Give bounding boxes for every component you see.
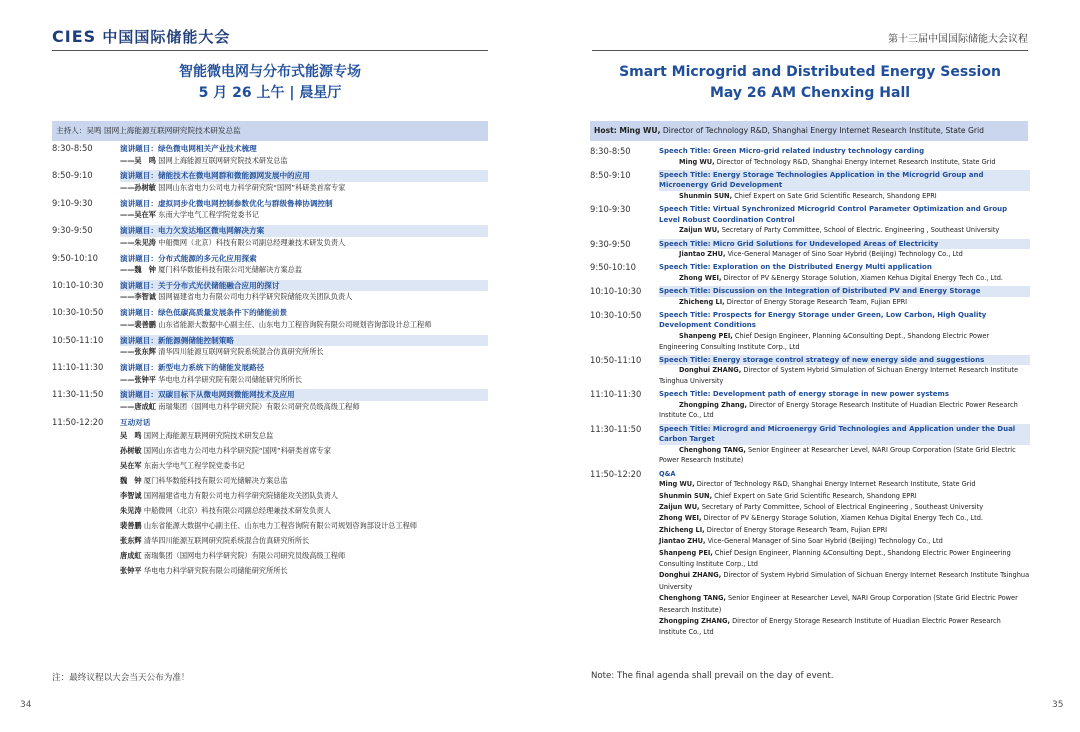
session-body-en (659, 170, 1030, 202)
speaker-desc-en: Director of Energy Storage Research Institute of Huadian Electric Power Research Institute Co., Ltd (659, 400, 1018, 420)
speaker-line-en (659, 191, 1030, 202)
speaker-desc-en: Director of Energy Storage Research Team, Fujian EPRI (726, 297, 908, 306)
speaker-desc-en: Director of System Hybrid Simulation of Sichuan Energy Internet Research Institute Tsinghua University (659, 366, 1019, 386)
participant-name: 吴 鸣 (120, 431, 142, 441)
speaker-name-en: Jiantao ZHU, (679, 250, 726, 259)
speaker-name-en: Chenghong TANG, (679, 445, 746, 454)
speech-label: 演讲题目： (120, 280, 158, 290)
speech-label-en: Speech Title: (659, 424, 711, 433)
qa-title: 互动对话 (120, 417, 151, 427)
speech-title: 分布式能源的多元化应用探索 (157, 253, 257, 263)
speaker-desc: 中船微网（北京）科技有限公司副总经理兼技术研发负责人 (158, 237, 346, 247)
session-title-line (120, 362, 488, 374)
qa-body (120, 417, 488, 579)
qa-participant-en (659, 491, 1030, 502)
agenda-row (52, 253, 488, 276)
participant-name-en: Zhong WEI, (659, 514, 702, 523)
speech-label: 演讲题目： (120, 144, 158, 153)
agenda-row-en (590, 170, 1030, 202)
participant-desc: 东南大学电气工程学院党委书记 (143, 461, 245, 471)
speaker-name-en: Zaijun WU, (679, 226, 720, 235)
session-time: 11:30-11:50 (52, 389, 104, 400)
speaker-line (120, 237, 488, 249)
speaker-name-en: Zhicheng LI, (679, 297, 725, 306)
host-bar-en (590, 121, 1028, 141)
speaker-line-en (659, 445, 1030, 466)
qa-participant-en (659, 479, 1030, 490)
logo-cn: 中国国际储能大会 (102, 28, 231, 46)
participant-desc-en: Director of Technology R&D, Shanghai Energy Internet Research Institute, State Grid (696, 480, 976, 489)
speaker-line (120, 264, 488, 276)
speaker-line-en (659, 331, 1030, 352)
session-title-line (120, 143, 488, 155)
speaker-desc: 国网福建省电力有限公司电力科学研究院储能攻关团队负责人 (158, 292, 353, 302)
session-title-line (120, 253, 488, 265)
speech-title-en: Green Micro-grid related industry technology carding (712, 147, 925, 155)
speech-label-en: Speech Title: (659, 355, 711, 364)
speech-title: 关于分布式光伏储能融合应用的探讨 (157, 280, 280, 290)
speech-title-en: Development path of energy storage in new power systems (712, 390, 949, 399)
speaker-line-en (659, 400, 1030, 421)
speaker-desc: 清华四川能源互联网研究院系统混合仿真研究所所长 (158, 347, 324, 357)
speech-title-en: Prospects for Energy Storage under Green, Low Carbon, High Quality Development Conditions (659, 310, 987, 330)
qa-participant-en (659, 513, 1030, 524)
qa-participant-en (659, 570, 1030, 593)
agenda-row (52, 362, 488, 385)
speaker-line (120, 319, 488, 331)
speaker-name: ——魏 钟 (120, 265, 156, 275)
participant-desc: 南瑞集团（国网电力科学研究院）有限公司研究员级高级工程师 (143, 551, 346, 561)
speech-title-en: Discussion on the Integration of Distributed PV and Energy Storage (712, 287, 981, 296)
session-body (120, 225, 488, 248)
agenda-row-en (590, 389, 1030, 421)
qa-time: 11:50-12:20 (52, 416, 104, 427)
title-line-2: 5 月 26 上午 | 晨星厅 (198, 85, 342, 101)
session-title-line-en (659, 424, 1030, 445)
speech-title-en: Energy storage control strategy of new energy side and suggestions (712, 355, 985, 364)
participant-name-en: Zhicheng LI, (659, 525, 705, 534)
qa-participant (120, 533, 488, 548)
speaker-desc: 东南大学电气工程学院党委书记 (158, 210, 259, 220)
speaker-name: ——吴 鸣 (120, 155, 156, 165)
agenda-header: 第十三届中国国际储能大会议程 (888, 34, 1028, 45)
qa-time-en: 11:50-12:20 (590, 468, 642, 479)
session-body (120, 253, 488, 276)
speaker-desc: 华电电力科学研究院有限公司储能研究所所长 (158, 374, 303, 384)
session-title-line-en (659, 204, 1030, 225)
agenda-row (52, 225, 488, 248)
agenda-row-en (590, 239, 1030, 260)
participant-name: 李智诚 (120, 491, 142, 501)
qa-participant (120, 563, 488, 578)
speech-title-en: Virtual Synchronized Microgrid Control Parameter Optimization and Group Level Robust Coordination Control (659, 205, 1008, 224)
speaker-line (120, 209, 488, 221)
participant-name: 魏 钟 (120, 476, 142, 486)
session-time-en: 8:50-9:10 (590, 169, 631, 180)
session-body (120, 170, 488, 193)
host-label: Host: Ming WU, (594, 126, 661, 135)
session-body (120, 362, 488, 385)
session-time: 9:30-9:50 (52, 225, 93, 236)
participant-desc: 中船微网（北京）科技有限公司副总经理兼技术研发负责人 (143, 506, 331, 516)
speech-label: 演讲题目： (120, 390, 158, 400)
participant-desc: 国网上海能源互联网研究院技术研发总监 (143, 431, 274, 441)
session-title-line (120, 389, 488, 401)
session-time-en: 11:30-11:50 (590, 423, 642, 434)
session-time-en: 10:30-10:50 (590, 309, 642, 320)
qa-participant (120, 488, 488, 503)
speaker-name: ——张东辉 (120, 347, 156, 357)
qa-row (52, 417, 488, 579)
speech-label-en: Speech Title: (659, 287, 711, 296)
session-title-line (120, 280, 488, 292)
speaker-line-en (659, 297, 1030, 308)
session-body (120, 198, 488, 221)
speech-title: 电力欠发达地区微电网解决方案 (157, 226, 265, 236)
speaker-desc-en: Director of Technology R&D, Shanghai Energy Internet Research Institute, State Grid (716, 157, 996, 166)
session-body (120, 143, 488, 166)
participant-name: 张钟平 (120, 566, 142, 576)
qa-participant-en (659, 502, 1030, 513)
session-body-en (659, 239, 1030, 260)
host-desc: Director of Technology R&D, Shanghai Energy Internet Research Institute, State Grid (662, 126, 984, 135)
qa-body-en (659, 469, 1030, 639)
speaker-desc-en: Chief Design Engineer, Planning &Consulting Dept., Shandong Electric Power Engineering Consulting Institute Corp., Ltd (659, 332, 990, 351)
session-title-line (120, 225, 488, 237)
speaker-line-en (659, 157, 1030, 168)
participant-desc: 清华四川能源互联网研究院系统混合仿真研究所所长 (143, 536, 310, 546)
speech-label: 演讲题目： (120, 308, 158, 318)
speech-title-en: Exploration on the Distributed Energy Multi application (712, 263, 932, 272)
speaker-name-en: Zhongping Zhang, (679, 400, 747, 409)
speech-title: 新型电力系统下的储能发展路径 (157, 363, 265, 372)
speech-label-en: Speech Title: (659, 310, 711, 319)
speaker-name: ——李智诚 (120, 292, 156, 302)
session-time-en: 10:10-10:30 (590, 286, 642, 297)
session-title-line-en (659, 310, 1030, 331)
speaker-desc: 厦门科华数能科技有限公司光储解决方案总监 (158, 265, 303, 275)
session-title-line-en (659, 389, 1030, 400)
right-page (540, 0, 1080, 732)
speech-title: 虚拟同步化微电网控制参数优化与群级鲁棒协调控制 (157, 198, 333, 208)
session-time: 11:10-11:30 (52, 362, 104, 372)
participant-desc: 华电电力科学研究院有限公司储能研究所所长 (143, 566, 288, 576)
participant-desc: 厦门科华数能科技有限公司光储解决方案总监 (143, 476, 288, 486)
participant-desc: 山东省能源大数据中心副主任、山东电力工程咨询院有限公司规划咨询部设计总工程师 (143, 521, 418, 531)
speaker-name: ——朱见涛 (120, 237, 156, 247)
qa-participant-en (659, 593, 1030, 616)
speaker-name: ——孙树敏 (120, 182, 156, 192)
qa-participant-en (659, 525, 1030, 536)
speech-title-en: Microgrd and Microenergy Grid Technologies and Application under the Dual Carbon Target (659, 424, 1016, 444)
participant-desc-en: Secretary of Party Committee, School of Electrical Engineering , Southeast University (701, 502, 984, 511)
speech-label-en: Speech Title: (659, 170, 711, 179)
page-number-left: 34 (20, 700, 32, 710)
speaker-desc: 南瑞集团（国网电力科学研究院）有限公司研究员级高级工程师 (158, 401, 360, 411)
participant-name-en: Chenghong TANG, (659, 594, 726, 603)
session-body-en (659, 286, 1030, 307)
session-time-en: 9:10-9:30 (590, 204, 631, 215)
speech-title: 双碳目标下从微电网到微能网技术及应用 (157, 390, 295, 400)
participant-name-en: Donghui ZHANG, (659, 571, 722, 580)
qa-participant (120, 443, 488, 458)
session-title-line-en (659, 286, 1030, 297)
cies-logo (52, 26, 230, 47)
page-title-cn (52, 62, 488, 104)
speaker-name: ——吴在军 (120, 210, 156, 220)
session-time: 10:10-10:30 (52, 279, 104, 290)
participant-desc-en: Senior Engineer at Researcher Level, NARI Group Corporation (State Grid Electric Power Research Institute) (659, 594, 1018, 614)
participant-name: 孙树敏 (120, 446, 142, 456)
session-title-line-en (659, 170, 1030, 191)
title-line-1: 智能微电网与分布式能源专场 (179, 64, 361, 80)
session-body-en (659, 204, 1030, 236)
header-rule (52, 50, 488, 51)
participant-desc-en: Director of Energy Storage Research Team, Fujian EPRI (706, 525, 888, 534)
qa-row-en (590, 469, 1030, 639)
speech-title-en: Energy Storage Technologies Application in the Microgrid Group and Microenergy Grid Development (659, 170, 984, 190)
session-title-line (120, 198, 488, 210)
participant-desc: 国网山东省电力公司电力科学研究院“国网”科研类首席专家 (143, 446, 332, 456)
logo-mark: CIES (52, 27, 97, 46)
speaker-name: ——张钟平 (120, 374, 156, 384)
footnote-en: Note: The final agenda shall prevail on the day of event. (591, 671, 834, 681)
agenda-row (52, 143, 488, 166)
session-time: 9:50-10:10 (52, 252, 98, 263)
session-body-en (659, 146, 1030, 167)
speech-label: 演讲题目： (120, 335, 158, 345)
speaker-desc-en: Vice-General Manager of Sino Soar Hybrid (Beijing) Technology Co., Ltd (727, 250, 963, 259)
session-body (120, 335, 488, 358)
participant-name: 朱见涛 (120, 506, 142, 516)
speech-title: 绿色低碳高质量发展条件下的储能前景 (157, 308, 288, 318)
agenda-row-en (590, 286, 1030, 307)
agenda-row-en (590, 310, 1030, 352)
agenda-row-en (590, 204, 1030, 236)
session-title-line-en (659, 239, 1030, 250)
agenda-row-en (590, 424, 1030, 466)
speech-label-en: Speech Title: (659, 263, 711, 272)
host-bar: 主持人：吴鸣 国网上海能源互联网研究院技术研发总监 (52, 121, 488, 141)
speech-label-en: Speech Title: (659, 390, 711, 399)
agenda-row (52, 198, 488, 221)
footnote-cn: 注：最终议程以大会当天公布为准！ (52, 673, 190, 683)
speaker-name: ——裴善鹏 (120, 319, 156, 329)
speaker-line-en (659, 365, 1030, 386)
speaker-line (120, 291, 488, 303)
speaker-name-en: Donghui ZHANG, (679, 366, 742, 375)
qa-participant-en (659, 616, 1030, 639)
speaker-line-en (659, 273, 1030, 284)
participant-desc-en: Director of PV &Energy Storage Solution, Xiamen Kehua Digital Energy Tech Co., Ltd. (703, 514, 984, 523)
session-title-line (120, 170, 488, 182)
qa-participant (120, 548, 488, 563)
speaker-name: ——唐成虹 (120, 401, 156, 411)
speaker-name-en: Shunmin SUN, (679, 191, 733, 200)
session-body-en (659, 310, 1030, 352)
participant-desc-en: Director of System Hybrid Simulation of Sichuan Energy Internet Research Institute Tsinghua University (659, 571, 1030, 591)
participant-name: 唐成虹 (120, 551, 142, 561)
speaker-line (120, 374, 488, 386)
participant-desc-en: Chief Design Engineer, Planning &Consulting Dept., Shandong Electric Power Engineering Consulting Institute Corp., Ltd (659, 548, 1011, 568)
speaker-desc-en: Chief Expert on Sate Grid Scientific Research, Shandong EPRI (734, 191, 937, 200)
participant-desc-en: Director of Energy Storage Research Institute of Huadian Electric Power Research Institute Co., Ltd (659, 617, 1001, 637)
speaker-name-en: Zhong WEI, (679, 273, 722, 282)
session-body (120, 389, 488, 412)
schedule-cn (52, 143, 488, 578)
speech-label: 演讲题目： (120, 253, 158, 263)
session-body-en (659, 262, 1030, 283)
session-time: 10:30-10:50 (52, 307, 104, 318)
participant-name-en: Zaijun WU, (659, 502, 700, 511)
speech-label: 演讲题目： (120, 226, 158, 236)
qa-participant (120, 428, 488, 443)
speaker-line (120, 401, 488, 413)
session-title-line (120, 335, 488, 347)
qa-participant-en (659, 548, 1030, 571)
agenda-row-en (590, 262, 1030, 283)
speech-label: 演讲题目： (120, 198, 158, 208)
speaker-line (120, 155, 488, 167)
session-time: 8:30-8:50 (52, 143, 93, 153)
session-time-en: 8:30-8:50 (590, 146, 631, 156)
speaker-desc-en: Secretary of Party Committee, School of Electric. Engineering , Southeast University (721, 226, 1000, 235)
qa-participant-en (659, 536, 1030, 547)
qa-participant (120, 458, 488, 473)
speech-label: 演讲题目： (120, 171, 158, 181)
session-time-en: 10:50-11:10 (590, 354, 642, 365)
session-title-line-en (659, 355, 1030, 366)
speech-label-en: Speech Title: (659, 205, 711, 214)
session-title-line (120, 307, 488, 319)
session-time: 10:50-11:10 (52, 334, 104, 345)
speaker-line-en (659, 225, 1030, 236)
agenda-row (52, 307, 488, 330)
session-body-en (659, 424, 1030, 466)
session-time-en: 11:10-11:30 (590, 389, 642, 400)
speech-title-en: Micro Grid Solutions for Undeveloped Areas of Electricity (712, 239, 939, 248)
participant-name-en: Shunmin SUN, (659, 491, 713, 500)
speaker-desc: 山东省能源大数据中心副主任、山东电力工程咨询院有限公司规划咨询部设计总工程师 (158, 319, 432, 329)
schedule-en (590, 146, 1030, 639)
session-title-line-en (659, 146, 1030, 157)
speaker-desc: 国网上海能源互联网研究院技术研发总监 (158, 155, 288, 165)
session-title-line-en (659, 262, 1030, 273)
speech-title: 储能技术在微电网群和微能源网发展中的应用 (157, 171, 310, 181)
agenda-row-en (590, 355, 1030, 387)
qa-title-en: Q&A (659, 469, 676, 478)
session-body-en (659, 389, 1030, 421)
speech-label-en: Speech Title: (659, 239, 711, 248)
participant-name-en: Zhongping ZHANG, (659, 617, 730, 626)
participant-desc-en: Chief Expert on Sate Grid Scientific Research, Shandong EPRI (714, 491, 917, 500)
session-time: 9:10-9:30 (52, 197, 93, 208)
agenda-row (52, 389, 488, 412)
speaker-line (120, 182, 488, 194)
speech-title: 绿色微电网相关产业技术梳理 (157, 144, 257, 153)
participant-name-en: Jiantao ZHU, (659, 537, 706, 546)
speaker-name-en: Shanpeng PEI, (679, 332, 733, 341)
agenda-row (52, 170, 488, 193)
title-line-1-en: Smart Microgrid and Distributed Energy Session (619, 64, 1001, 80)
session-body-en (659, 355, 1030, 387)
speech-title: 新能源侧储能控制策略 (157, 335, 234, 345)
qa-participant (120, 503, 488, 518)
agenda-row-en (590, 146, 1030, 167)
page-title-en (592, 62, 1028, 104)
header-rule-right (592, 50, 1028, 51)
agenda-row (52, 335, 488, 358)
speaker-desc-en: Director of PV &Energy Storage Solution, Xiamen Kehua Digital Energy Tech Co., Ltd. (723, 273, 1004, 282)
participant-desc: 国网福建省电力有限公司电力科学研究院储能攻关团队负责人 (143, 491, 338, 501)
speech-label: 演讲题目： (120, 363, 158, 372)
participant-name-en: Ming WU, (659, 480, 695, 489)
speaker-line (120, 346, 488, 358)
qa-participant (120, 473, 488, 488)
participant-name: 吴在军 (120, 461, 142, 471)
speaker-name-en: Ming WU, (679, 157, 715, 166)
qa-participant (120, 518, 488, 533)
participant-name-en: Shanpeng PEI, (659, 548, 713, 557)
session-time: 8:50-9:10 (52, 170, 93, 181)
agenda-row (52, 280, 488, 303)
participant-name: 张东辉 (120, 536, 142, 546)
participant-name: 裴善鹏 (120, 521, 142, 531)
speech-label-en: Speech Title: (659, 147, 711, 155)
session-time-en: 9:50-10:10 (590, 262, 636, 273)
participant-desc-en: Vice-General Manager of Sino Soar Hybrid (Beijing) Technology Co., Ltd (707, 537, 943, 546)
session-time-en: 9:30-9:50 (590, 238, 631, 249)
speaker-desc-en: Senior Engineer at Researcher Level, NARI Group Corporation (State Grid Electric Power Research Institute) (659, 445, 1016, 465)
title-line-2-en: May 26 AM Chenxing Hall (709, 85, 911, 101)
session-body (120, 280, 488, 303)
page-number-right: 35 (1052, 700, 1064, 710)
speaker-desc: 国网山东省电力公司电力科学研究院“国网”科研类首席专家 (158, 182, 346, 192)
speaker-line-en (659, 249, 1030, 260)
session-body (120, 307, 488, 330)
